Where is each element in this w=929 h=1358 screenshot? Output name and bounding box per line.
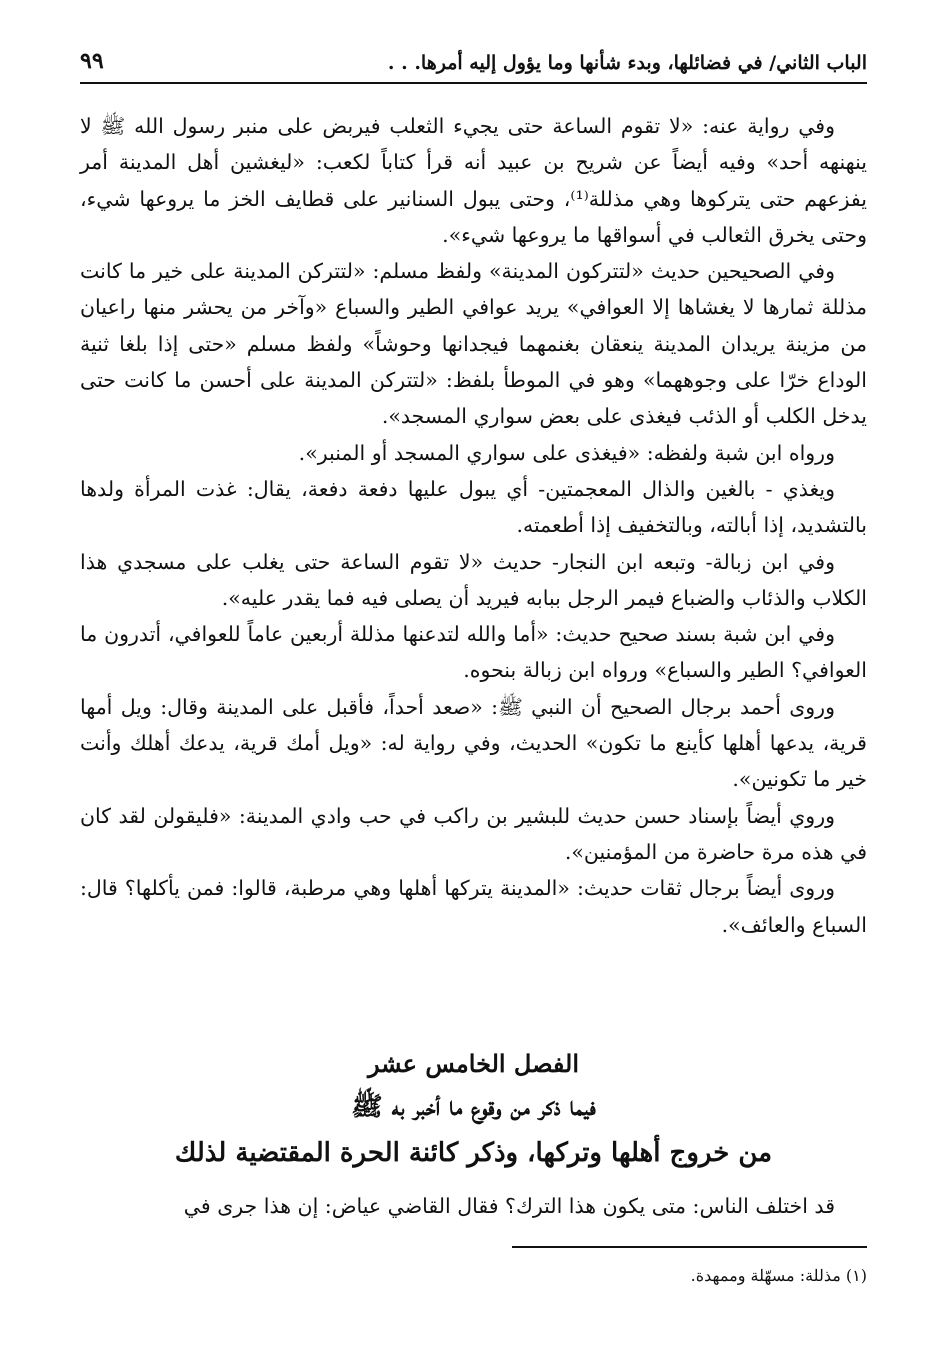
- body-text: [80, 108, 867, 943]
- chapter-opening-text: قد اختلف الناس: متى يكون هذا الترك؟ فقال القاضي عياض: إن هذا جرى في: [183, 1194, 835, 1218]
- page-number: ٩٩: [80, 48, 104, 74]
- paragraph: وروي أيضاً بإسناد حسن حديث للبشير بن راكب في حب وادي المدينة: «فليقولن لقد كان في هذه مرة حاضرة من المؤمنين».: [80, 803, 867, 864]
- chapter-heading: [80, 1044, 867, 1176]
- paragraph: وفي الصحيحين حديث «لتتركون المدينة» ولفظ مسلم: «لتتركن المدينة على خير ما كانت مذللة ثمارها لا يغشاها إلا العوافي» يريد عوافي الطير والسباع «وآخر من يحشر منها راعيان من مزينة يريدان المدينة ينعقان بغنمهما فيجدانها وحوشاً» ولفظ مسلم «حتى إذا بلغا ثنية الوداع خرّا على وجوههما» وهو في الموطأ بلفظ: «لتتركن المدينة على أحسن ما كانت حتى يدخل الكلب أو الذئب فيغذى على بعض سواري المسجد».: [80, 259, 867, 429]
- footnote-divider: [512, 1246, 867, 1248]
- header-title: الباب الثاني/ في فضائلها، وبدء شأنها وما يؤول إليه أمرها. . .: [387, 52, 867, 74]
- paragraph: وفي ابن زبالة- وتبعه ابن النجار- حديث «لا تقوم الساعة حتى يغلب على مسجدي هذا الكلاب والذئاب والضباع فيمر الرجل ببابه فيريد أن يصلى فيه فما يقدر عليه».: [80, 549, 867, 610]
- paragraph: وفي ابن شبة بسند صحيح حديث: «أما والله لتدعنها مذللة أربعين عاماً للعوافي، أتدرون ما العوافي؟ الطير والسباع» ورواه ابن زبالة بنحوه.: [80, 622, 867, 683]
- running-header: [80, 44, 867, 84]
- paragraph: وفي رواية عنه: «لا تقوم الساعة حتى يجيء الثعلب فيربض على منبر رسول الله ﷺ لا ينهنهه أحد» وفيه أيضاً عن شريح بن عبيد أنه قرأ كتاباً لكعب: «ليغشين أهل المدينة أمر يفزعهم حتى يتركوها وهي مذللة⁽¹⁾، وحتى يبول السنانير على قطايف الخز ما يروعها شيء، وحتى يخرق الثعالب في أسواقها ما يروعها شيء».: [80, 114, 867, 247]
- chapter-number: الفصل الخامس عشر: [367, 1049, 580, 1078]
- chapter-title-line1: فيما ذكر من وقوع ما أخبر به ﷺ: [351, 1092, 596, 1122]
- paragraph: ورواه ابن شبة ولفظه: «فيغذى على سواري المسجد أو المنبر».: [298, 440, 835, 465]
- chapter-title-line2: من خروج أهلها وتركها، وذكر كائنة الحرة المقتضية لذلك: [174, 1138, 773, 1168]
- footnote: (١) مذللة: مسهّلة وممهدة.: [690, 1266, 867, 1285]
- paragraph: وروى أيضاً برجال ثقات حديث: «المدينة يتركها أهلها وهي مرطبة، قالوا: فمن يأكلها؟ قال: السباع والعائف».: [80, 876, 867, 937]
- paragraph: وروى أحمد برجال الصحيح أن النبي ﷺ: «صعد أحداً، فأقبل على المدينة وقال: ويل أمها قرية، يدعها أهلها كأينع ما تكون» الحديث، وفي رواية له: «ويل أمك قرية، يدعك أهلك وأنت خير ما تكونين».: [80, 694, 867, 792]
- paragraph: ويغذي - بالغين والذال المعجمتين- أي يبول عليها دفعة دفعة، يقال: غذت المرأة ولدها بالتشديد، إذا أبالته، وبالتخفيف إذا أطعمته.: [80, 476, 867, 538]
